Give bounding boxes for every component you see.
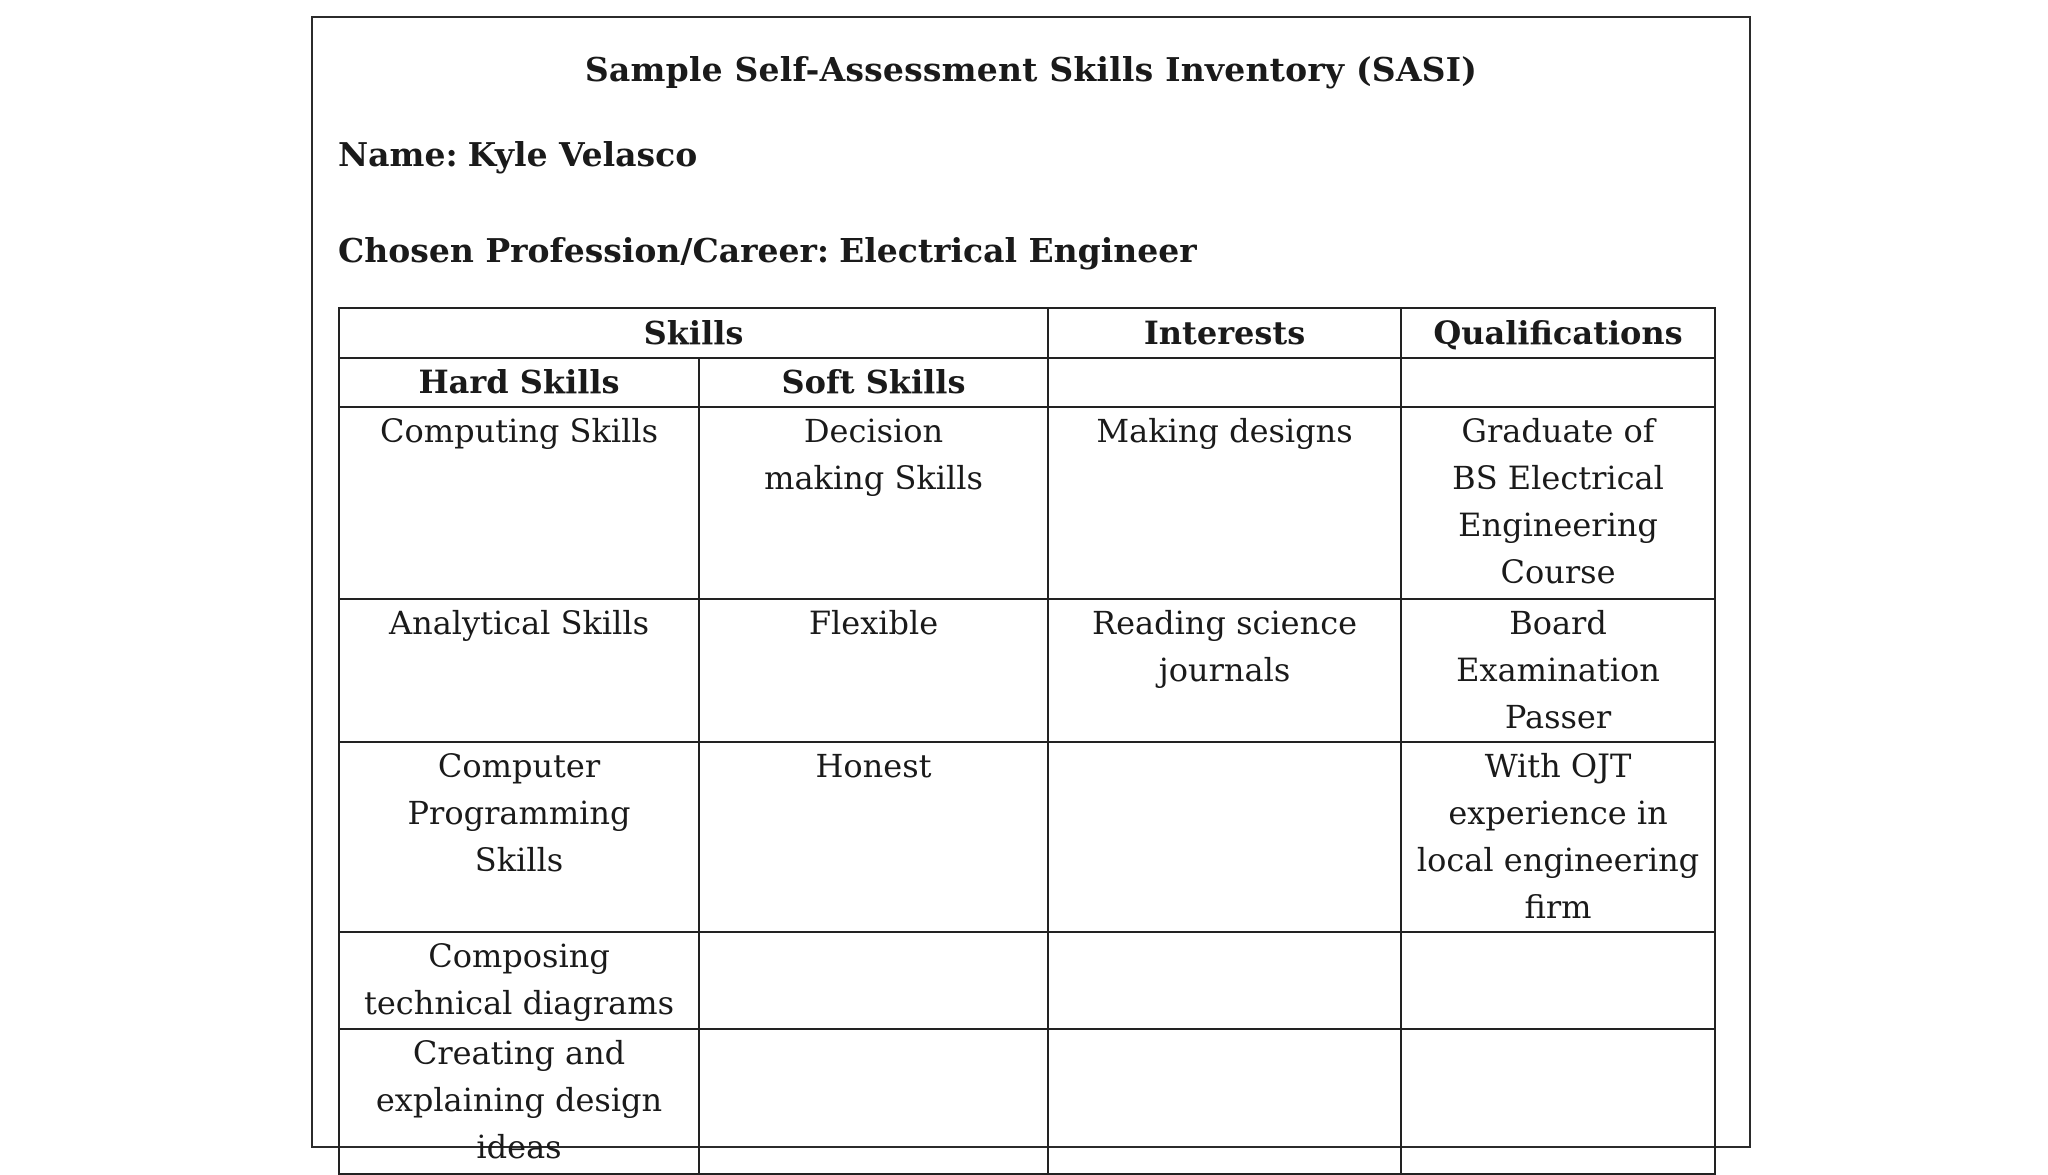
interest-text: Reading science journals [1091, 604, 1358, 689]
hard-skills-header: Hard Skills [339, 358, 699, 407]
interest-cell [1048, 742, 1401, 932]
table-subheader-row [339, 358, 1715, 407]
table-row [339, 932, 1715, 1029]
interest-text: Making designs [1096, 412, 1353, 450]
hard-skill-text: Composing technical diagrams [364, 937, 674, 1022]
hard-skill-cell [339, 407, 699, 599]
career-field [338, 231, 1197, 270]
table-row [339, 742, 1715, 932]
soft-skill-text: Flexible [808, 604, 939, 642]
table-header-row [339, 308, 1715, 358]
interest-cell [1048, 599, 1401, 742]
hard-skill-text: Computing Skills [380, 412, 658, 450]
name-field [338, 135, 697, 174]
soft-skill-cell [699, 932, 1048, 1029]
qualification-cell [1401, 932, 1715, 1029]
qualification-text: With OJT experience in local engineering firm [1416, 747, 1700, 926]
interest-cell [1048, 1029, 1401, 1174]
name-label: Name: [338, 135, 458, 174]
soft-skill-cell [699, 1029, 1048, 1174]
qualification-text: Graduate of BS Electrical Engineering Course [1452, 412, 1664, 591]
soft-skills-header: Soft Skills [699, 358, 1048, 407]
qualification-cell [1401, 742, 1715, 932]
qualification-cell [1401, 407, 1715, 599]
skills-inventory-table [338, 307, 1716, 1175]
soft-skill-text: Honest [815, 747, 932, 785]
qualification-cell [1401, 599, 1715, 742]
document-page [311, 16, 1751, 1166]
qualifications-header: Qualifications [1401, 308, 1715, 358]
hard-skill-cell [339, 742, 699, 932]
skills-header: Skills [339, 308, 1048, 358]
document-title: Sample Self-Assessment Skills Inventory (SASI) [584, 50, 1478, 89]
hard-skill-cell [339, 599, 699, 742]
hard-skill-text: Computer Programming Skills [407, 747, 631, 879]
career-label: Chosen Profession/Career: [338, 231, 830, 270]
interest-cell [1048, 407, 1401, 599]
soft-skill-cell [699, 407, 1048, 599]
qualification-cell [1401, 1029, 1715, 1174]
qualification-text: Board Examination Passer [1456, 604, 1660, 736]
career-value: Electrical Engineer [839, 231, 1197, 270]
soft-skill-text: Decision making Skills [764, 412, 983, 497]
hard-skill-text: Creating and explaining design ideas [375, 1034, 663, 1166]
hard-skill-text: Analytical Skills [388, 604, 650, 642]
soft-skill-cell [699, 742, 1048, 932]
table-row [339, 599, 1715, 742]
qualifications-subheader-empty [1401, 358, 1715, 407]
soft-skill-cell [699, 599, 1048, 742]
table-row [339, 407, 1715, 599]
hard-skill-cell [339, 1029, 699, 1174]
hard-skill-cell [339, 932, 699, 1029]
interest-cell [1048, 932, 1401, 1029]
name-value: Kyle Velasco [467, 135, 698, 174]
table-row [339, 1029, 1715, 1174]
interests-subheader-empty [1048, 358, 1401, 407]
interests-header: Interests [1048, 308, 1401, 358]
